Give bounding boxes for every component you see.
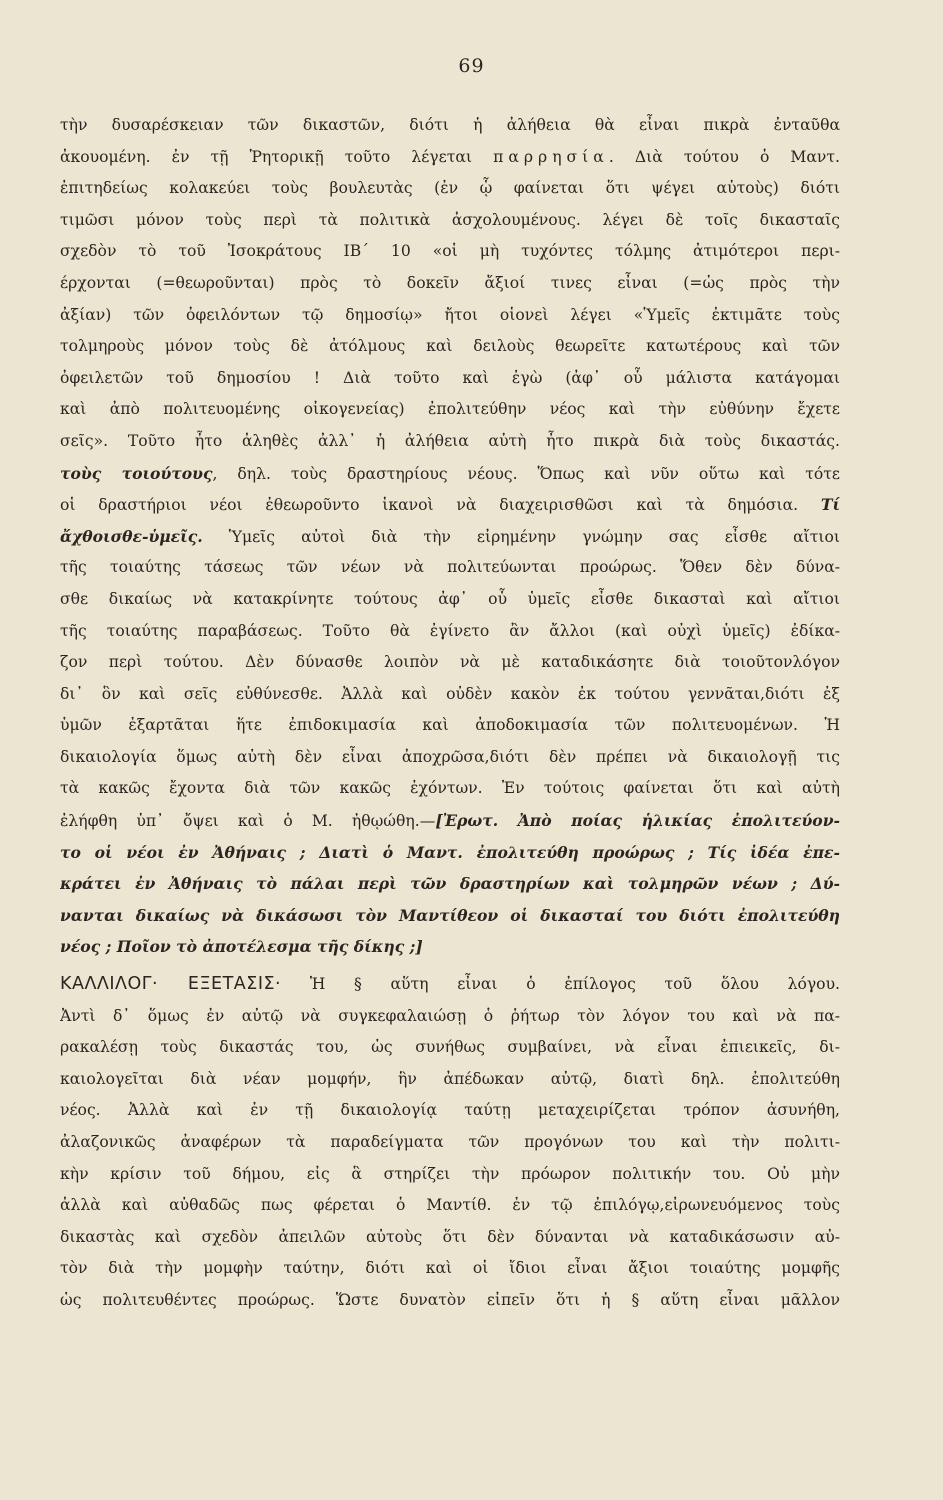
text-line: σχεδὸν τὸ τοῦ Ἰσοκράτους ΙΒ΄ 10 «οἱ μὴ τυχόντες τόλμης ἀτιμότεροι περι- <box>60 242 840 261</box>
text-line: έρχονται (=θεωροῦνται) πρὸς τὸ δοκεῖν ἄξιοί τινες εἶναι (=ὡς πρὸς τὴν <box>60 273 840 292</box>
lemma: τοὺς τοιούτους <box>60 463 213 483</box>
text-line <box>60 868 840 900</box>
text-line: Ἀντὶ δ᾽ ὅμως ἐν αὐτῷ νὰ συγκεφαλαιώσῃ ὁ ῥήτωρ τὸν λόγον του καὶ νὰ πα- <box>60 1006 840 1025</box>
text-line: ἐλήφθη ὑπ᾽ ὄψει καὶ ὁ Μ. ἠθῳώθη.—[Ἐρωτ. Ἀπὸ ποίας ἡλικίας ἐπολιτεύον- <box>60 811 840 831</box>
text-line: τὴν δυσαρέσκειαν τῶν δικαστῶν, διότι ἡ ἀλήθεια θὰ εἶναι πικρὰ ἐνταῦθα <box>60 116 840 134</box>
questions: [Ἐρωτ. Ἀπὸ ποίας ἡλικίας ἐπολιτεύον- <box>435 811 840 831</box>
text-line: καιολογεῖται διὰ νέαν μομφήν, ἣν ἀπέδωκαν αὐτῷ, διατὶ δηλ. ἐπολιτεύθη <box>60 1069 840 1088</box>
body-text <box>60 110 840 1317</box>
text-line: ὑμῶν ἐξαρτᾶται ἥτε ἐπιδοκιμασία καὶ ἀποδοκιμασία τῶν πολιτευομένων. Ἡ <box>60 716 840 735</box>
text-line: ἀξίαν) τῶν ὀφειλόντων τῷ δημοσίῳ» ἤτοι οἱονεὶ λέγει «Ὑμεῖς ἐκτιμᾶτε τοὺς <box>60 305 840 324</box>
text-line: δικαστὰς καὶ σχεδὸν ἀπειλῶν αὐτοὺς ὅτι δὲν δύνανται νὰ καταδικάσωσιν αὐ- <box>60 1227 840 1246</box>
text-line: ἄχθοισθε-ὑμεῖς. Ὑμεῖς αὐτοὶ διὰ τὴν εἰρημένην γνώμην σας εἶσθε αἴτιοι <box>60 526 840 546</box>
questions: νέος ; Ποῖον τὸ ἀποτέλεσμα τῆς δίκης ;] <box>60 937 423 957</box>
text-line: ἐπιτηδείως κολακεύει τοὺς βουλευτὰς (ἐν ᾧ φαίνεται ὅτι ψέγει αὐτοὺς) διότι <box>60 179 840 198</box>
text-line: τιμῶσι μόνον τοὺς περὶ τὰ πολιτικὰ ἀσχολουμένους. λέγει δὲ τοῖς δικασταῖς <box>60 210 840 229</box>
questions: νανται δικαίως νὰ δικάσωσι τὸν Μαντίθεον οἱ δικασταί του διότι ἐπολιτεύθη <box>60 905 840 925</box>
text-line: τῆς τοιαύτης παραβάσεως. Τοῦτο θὰ ἐγίνετο ἂν ἄλλοι (καὶ οὐχὶ ὑμεῖς) ἐδίκα- <box>60 621 840 640</box>
text-line: ζον περὶ τούτου. Δὲν δύνασθε λοιπὸν νὰ μὲ καταδικάσητε διὰ τοιοῦτονλόγον <box>60 653 840 672</box>
section-heading: ΚΑΛΛΙΛΟΓ· ΕΞΕΤΑΣΙΣ· <box>60 974 282 995</box>
text-line: κὴν κρίσιν τοῦ δήμου, εἰς ἃ στηρίζει τὴν πρόωρον πολιτικήν του. Οὐ μὴν <box>60 1164 840 1183</box>
text-line: ὡς πολιτευθέντες προώρως. Ὥστε δυνατὸν εἰπεῖν ὅτι ἡ § αὕτη εἶναι μᾶλλον <box>60 1290 840 1309</box>
questions: κράτει ἐν Ἀθήναις τὸ πάλαι περὶ τῶν δραστηρίων καὶ τολμηρῶν νέων ; Δύ- <box>60 874 840 894</box>
text-line <box>60 931 840 963</box>
text-line: δι᾽ ὃν καὶ σεῖς εὐθύνεσθε. Ἀλλὰ καὶ οὐδὲν κακὸν ἐκ τούτου γεννᾶται,διότι ἐξ <box>60 684 840 703</box>
text-line: ἀλλὰ καὶ αὐθαδῶς πως φέρεται ὁ Μαντίθ. ἐν τῷ ἐπιλόγῳ,εἰρωνευόμενος τοὺς <box>60 1196 840 1215</box>
questions: το οἱ νέοι ἐν Ἀθήναις ; Διατὶ ὁ Μαντ. ἐπολιτεύθη προώρως ; Τίς ἰδέα ἐπε- <box>60 842 840 862</box>
text-line: ΚΑΛΛΙΛΟΓ· ΕΞΕΤΑΣΙΣ· Ἡ § αὕτη εἶναι ὁ ἐπίλογος τοῦ ὅλου λόγου. <box>60 974 840 995</box>
text-line: οἱ δραστήριοι νέοι ἐθεωροῦντο ἱκανοὶ νὰ διαχειρισθῶσι καὶ τὰ δημόσια. Τί <box>60 495 840 515</box>
text-line: τοὺς τοιούτους, δηλ. τοὺς δραστηρίους νέους. Ὅπως καὶ νῦν οὕτω καὶ τότε <box>60 463 840 483</box>
text-line: δικαιολογία ὅμως αὐτὴ δὲν εἶναι ἀποχρῶσα,διότι δὲν πρέπει νὰ δικαιολογῇ τις <box>60 747 840 766</box>
lemma: ἄχθοισθε-ὑμεῖς. <box>60 526 203 546</box>
text-line: τὸν διὰ τὴν μομφὴν ταύτην, διότι καὶ οἱ ἴδιοι εἶναι ἄξιοι τοιαύτης μομφῆς <box>60 1259 840 1278</box>
text-line: ρακαλέσῃ τοὺς δικαστάς του, ὡς συνήθως συμβαίνει, νὰ εἶναι ἐπιεικεῖς, δι- <box>60 1038 840 1057</box>
text-line: σεῖς». Τοῦτο ἦτο ἀληθὲς ἀλλ᾽ ἡ ἀλήθεια αὐτὴ ἦτο πικρὰ διὰ τοὺς δικαστάς. <box>60 431 840 450</box>
text-line <box>60 900 840 932</box>
text-line: τῆς τοιαύτης τάσεως τῶν νέων νὰ πολιτεύωνται προώρως. Ὅθεν δὲν δύνα- <box>60 558 840 577</box>
text-line: τὰ κακῶς ἔχοντα διὰ τῶν κακῶς ἐχόντων. Ἐν τούτοις φαίνεται ὅτι καὶ αὐτὴ <box>60 779 840 798</box>
text-line <box>60 837 840 869</box>
page-number: 69 <box>458 55 485 77</box>
text-line: σθε δικαίως νὰ κατακρίνητε τούτους ἀφ᾽ οὗ ὑμεῖς εἶσθε δικασταὶ καὶ αἴτιοι <box>60 589 840 608</box>
text-line: νέος. Ἀλλὰ καὶ ἐν τῇ δικαιολογίᾳ ταύτῃ μεταχειρίζεται τρόπον ἀσυνήθη, <box>60 1101 840 1120</box>
text-line: ἀκουομένη. ἐν τῇ Ῥητορικῇ τοῦτο λέγεται παρρησία. Διὰ τούτου ὁ Μαντ. <box>60 147 840 166</box>
lemma: Τί <box>820 495 840 515</box>
text-line: καὶ ἀπὸ πολιτευομένης οἰκογενείας) ἐπολιτεύθην νέος καὶ τὴν εὐθύνην ἔχετε <box>60 400 840 419</box>
text-line: τολμηροὺς μόνον τοὺς δὲ ἀτόλμους καὶ δειλοὺς θεωρεῖτε κατωτέρους καὶ τῶν <box>60 337 840 356</box>
text-line: ἀλαζονικῶς ἀναφέρων τὰ παραδείγματα τῶν προγόνων του καὶ τὴν πολιτι- <box>60 1133 840 1151</box>
text-line: ὀφειλετῶν τοῦ δημοσίου ! Διὰ τοῦτο καὶ ἐγὼ (ἀφ᾽ οὗ μάλιστα κατάγομαι <box>60 368 840 387</box>
spaced-term: παρρησία <box>493 147 609 166</box>
